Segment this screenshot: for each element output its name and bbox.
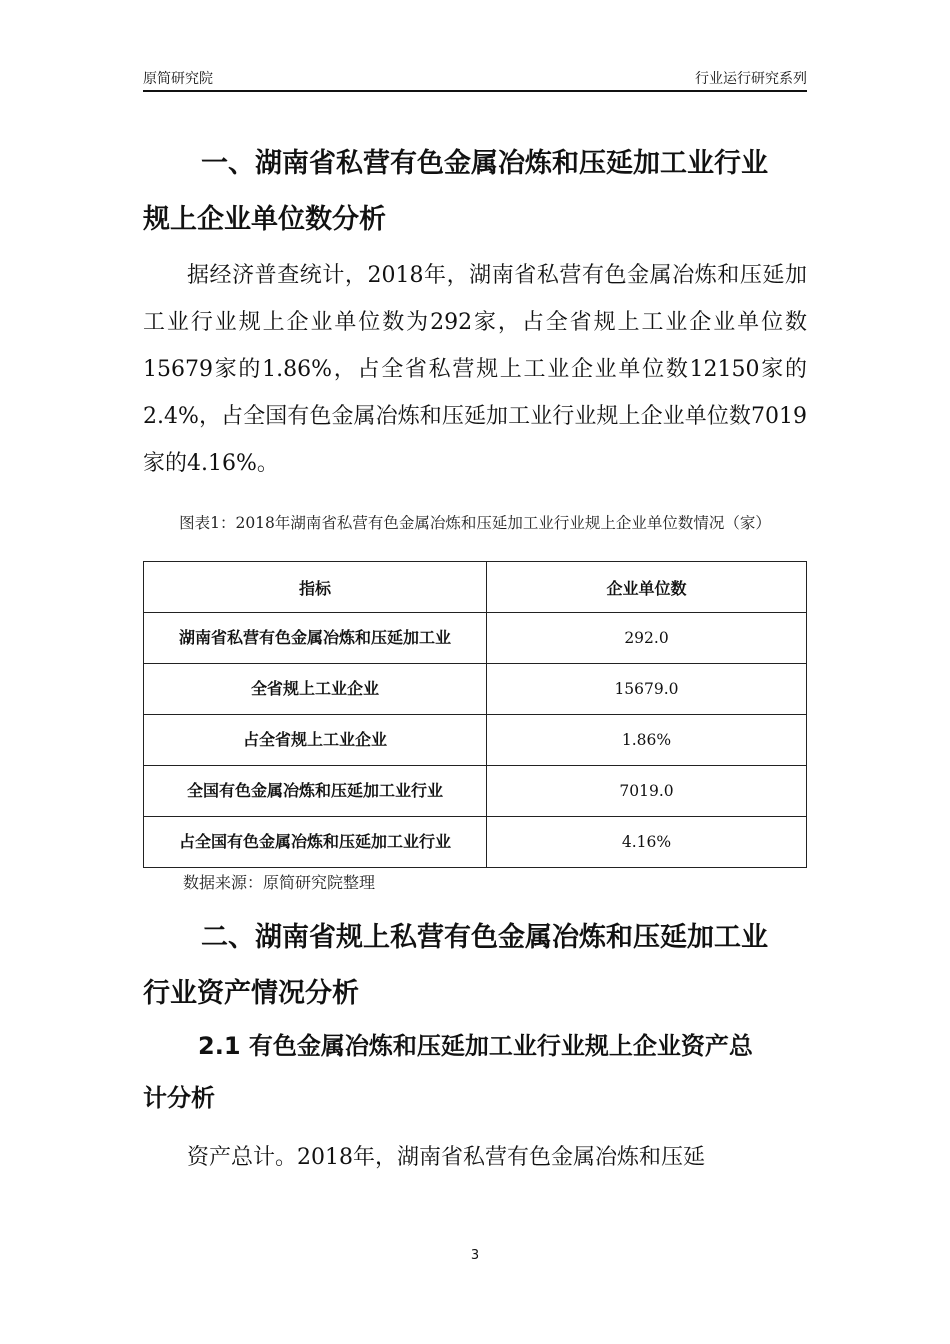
table-row bbox=[144, 817, 807, 868]
section2-heading-line2: 行业资产情况分析 bbox=[143, 978, 359, 1009]
indicator-cell: 全省规上工业企业 bbox=[144, 664, 487, 715]
section2-paragraph: 资产总计。2018年，湖南省私营有色金属冶炼和压延 bbox=[187, 1145, 705, 1170]
indicator-cell: 占全国有色金属冶炼和压延加工业行业 bbox=[144, 817, 487, 868]
indicator-cell: 占全省规上工业企业 bbox=[144, 715, 487, 766]
header-org-name: 原简研究院 bbox=[143, 71, 213, 87]
table1-source-note: 数据来源：原简研究院整理 bbox=[183, 873, 376, 892]
column-header-unit-count: 企业单位数 bbox=[487, 562, 807, 613]
table-header-row bbox=[144, 562, 807, 613]
subsection-2-1-heading bbox=[143, 1020, 807, 1124]
table1-caption: 图表1：2018年湖南省私营有色金属冶炼和压延加工业行业规上企业单位数情况（家） bbox=[179, 514, 771, 532]
indicator-cell: 湖南省私营有色金属冶炼和压延加工业 bbox=[144, 613, 487, 664]
subsection-heading-line1: 2.1 有色金属冶炼和压延加工业行业规上企业资产总 bbox=[198, 1032, 753, 1060]
page-number: 3 bbox=[470, 1248, 480, 1263]
table-row bbox=[144, 664, 807, 715]
subsection-heading-line2: 计分析 bbox=[143, 1084, 215, 1112]
table1 bbox=[143, 561, 807, 868]
value-cell: 292.0 bbox=[487, 613, 807, 664]
value-cell: 7019.0 bbox=[487, 766, 807, 817]
header-series-name: 行业运行研究系列 bbox=[695, 71, 807, 87]
section2-heading bbox=[143, 910, 807, 1022]
section1-heading-line1: 一、湖南省私营有色金属冶炼和压延加工业行业 bbox=[201, 148, 768, 179]
section2-heading-line1: 二、湖南省规上私营有色金属冶炼和压延加工业 bbox=[201, 922, 768, 953]
value-cell: 1.86% bbox=[487, 715, 807, 766]
section1-heading bbox=[143, 136, 807, 248]
section1-heading-line2: 规上企业单位数分析 bbox=[143, 204, 386, 235]
value-cell: 4.16% bbox=[487, 817, 807, 868]
table-row bbox=[144, 613, 807, 664]
value-cell: 15679.0 bbox=[487, 664, 807, 715]
table-row bbox=[144, 715, 807, 766]
indicator-cell: 全国有色金属冶炼和压延加工业行业 bbox=[144, 766, 487, 817]
page-header bbox=[143, 68, 807, 92]
section1-paragraph: 据经济普查统计，2018年，湖南省私营有色金属冶炼和压延加工业行业规上企业单位数为292家，占全省规上工业企业单位数15679家的1.86%，占全省私营规上工业企业单位数12150家的2.4%，占全国有色金属冶炼和压延加工业行业规上企业单位数7019家的4.16%。 bbox=[143, 263, 807, 476]
table-row bbox=[144, 766, 807, 817]
column-header-indicator: 指标 bbox=[144, 562, 487, 613]
